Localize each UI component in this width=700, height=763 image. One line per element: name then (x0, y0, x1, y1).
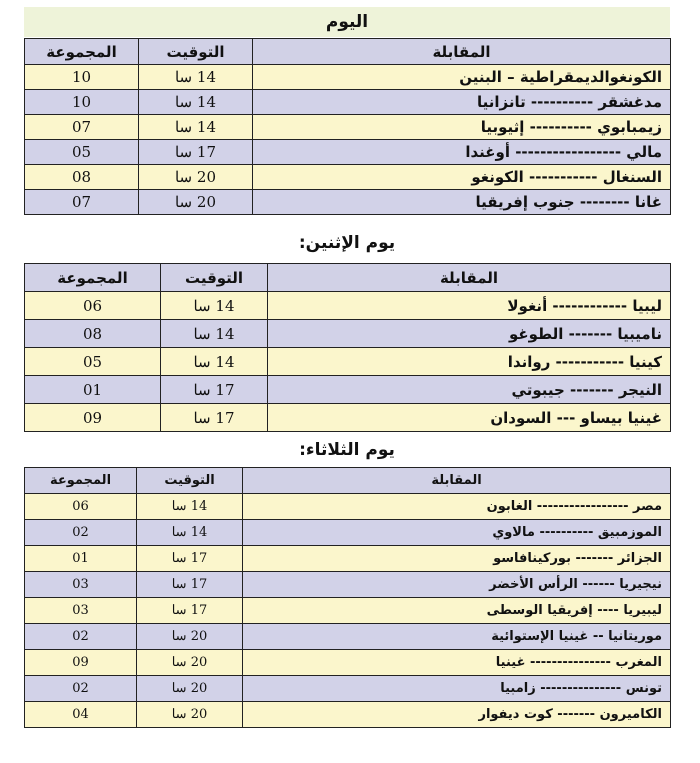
table-header-row (25, 264, 671, 292)
section-title-tuesday: يوم الثلاثاء: (299, 440, 395, 460)
time-cell: 14 سا (161, 348, 268, 376)
section-title-monday: يوم الإثنين: (298, 233, 396, 253)
match-cell: نيجيريا ------ الرأس الأخضر (243, 572, 671, 598)
group-cell: 02 (25, 624, 137, 650)
group-cell: 01 (25, 376, 161, 404)
schedule-table-tuesday (24, 467, 671, 728)
group-cell: 05 (25, 348, 161, 376)
table-row (25, 624, 671, 650)
match-cell: تونس --------------- زامبيا (243, 676, 671, 702)
time-cell: 14 سا (137, 494, 243, 520)
match-cell: غانا -------- جنوب إفريقيا (253, 190, 671, 215)
column-header-match: المقابلة (253, 39, 671, 65)
group-cell: 02 (25, 520, 137, 546)
table-row (25, 165, 671, 190)
column-header-match: المقابلة (268, 264, 671, 292)
table-row (25, 572, 671, 598)
group-cell: 10 (25, 90, 139, 115)
table-header-row (25, 39, 671, 65)
match-cell: غينيا بيساو --- السودان (268, 404, 671, 432)
column-header-group: المجموعة (25, 468, 137, 494)
group-cell: 08 (25, 320, 161, 348)
time-cell: 20 سا (139, 165, 253, 190)
table-row (25, 292, 671, 320)
column-header-time: التوقيت (137, 468, 243, 494)
column-header-match: المقابلة (243, 468, 671, 494)
match-cell: كينيا ----------- رواندا (268, 348, 671, 376)
time-cell: 14 سا (161, 320, 268, 348)
table-header-row (25, 468, 671, 494)
match-cell: الكونغوالديمقراطية – البنين (253, 65, 671, 90)
time-cell: 14 سا (161, 292, 268, 320)
match-cell: مالي ----------------- أوغندا (253, 140, 671, 165)
group-cell: 05 (25, 140, 139, 165)
match-cell: موريتانيا -- غينيا الإستوائية (243, 624, 671, 650)
match-cell: مصر ----------------- الغابون (243, 494, 671, 520)
table-row (25, 546, 671, 572)
time-cell: 20 سا (137, 676, 243, 702)
group-cell: 09 (25, 650, 137, 676)
group-cell: 07 (25, 115, 139, 140)
match-cell: ليبيريا ---- إفريقيا الوسطى (243, 598, 671, 624)
group-cell: 02 (25, 676, 137, 702)
table-row (25, 702, 671, 728)
group-cell: 06 (25, 494, 137, 520)
column-header-group: المجموعة (25, 264, 161, 292)
match-cell: النيجر ------- جيبوتي (268, 376, 671, 404)
time-cell: 20 سا (139, 190, 253, 215)
table-row (25, 404, 671, 432)
time-cell: 17 سا (137, 598, 243, 624)
column-header-time: التوقيت (161, 264, 268, 292)
table-row (25, 190, 671, 215)
match-cell: الكاميرون ------- كوت ديفوار (243, 702, 671, 728)
table-row (25, 494, 671, 520)
match-cell: الجزائر ------- بوركينافاسو (243, 546, 671, 572)
table-row (25, 598, 671, 624)
group-cell: 08 (25, 165, 139, 190)
time-cell: 17 سا (137, 546, 243, 572)
table-row (25, 320, 671, 348)
time-cell: 17 سا (161, 404, 268, 432)
table-row (25, 676, 671, 702)
column-header-time: التوقيت (139, 39, 253, 65)
table-row (25, 115, 671, 140)
time-cell: 17 سا (161, 376, 268, 404)
group-cell: 10 (25, 65, 139, 90)
match-cell: زيمبابوي ---------- إثيوبيا (253, 115, 671, 140)
match-cell: ليبيا ------------ أنغولا (268, 292, 671, 320)
group-cell: 07 (25, 190, 139, 215)
group-cell: 06 (25, 292, 161, 320)
match-cell: الموزمبيق ---------- مالاوي (243, 520, 671, 546)
group-cell: 03 (25, 572, 137, 598)
time-cell: 14 سا (139, 90, 253, 115)
group-cell: 03 (25, 598, 137, 624)
table-row (25, 90, 671, 115)
time-cell: 14 سا (139, 65, 253, 90)
group-cell: 09 (25, 404, 161, 432)
table-row (25, 140, 671, 165)
table-row (25, 376, 671, 404)
time-cell: 14 سا (137, 520, 243, 546)
time-cell: 17 سا (139, 140, 253, 165)
time-cell: 14 سا (139, 115, 253, 140)
table-row (25, 650, 671, 676)
group-cell: 04 (25, 702, 137, 728)
table-row (25, 65, 671, 90)
schedule-table-monday (24, 263, 671, 432)
table-row (25, 348, 671, 376)
match-cell: السنغال ----------- الكونغو (253, 165, 671, 190)
match-cell: مدغشقر ---------- تانزانيا (253, 90, 671, 115)
section-title-today: اليوم (24, 7, 670, 37)
time-cell: 20 سا (137, 624, 243, 650)
table-row (25, 520, 671, 546)
time-cell: 17 سا (137, 572, 243, 598)
time-cell: 20 سا (137, 650, 243, 676)
time-cell: 20 سا (137, 702, 243, 728)
schedule-table-today (24, 38, 671, 215)
group-cell: 01 (25, 546, 137, 572)
match-cell: المغرب --------------- غينيا (243, 650, 671, 676)
match-cell: ناميبيا ------- الطوغو (268, 320, 671, 348)
column-header-group: المجموعة (25, 39, 139, 65)
